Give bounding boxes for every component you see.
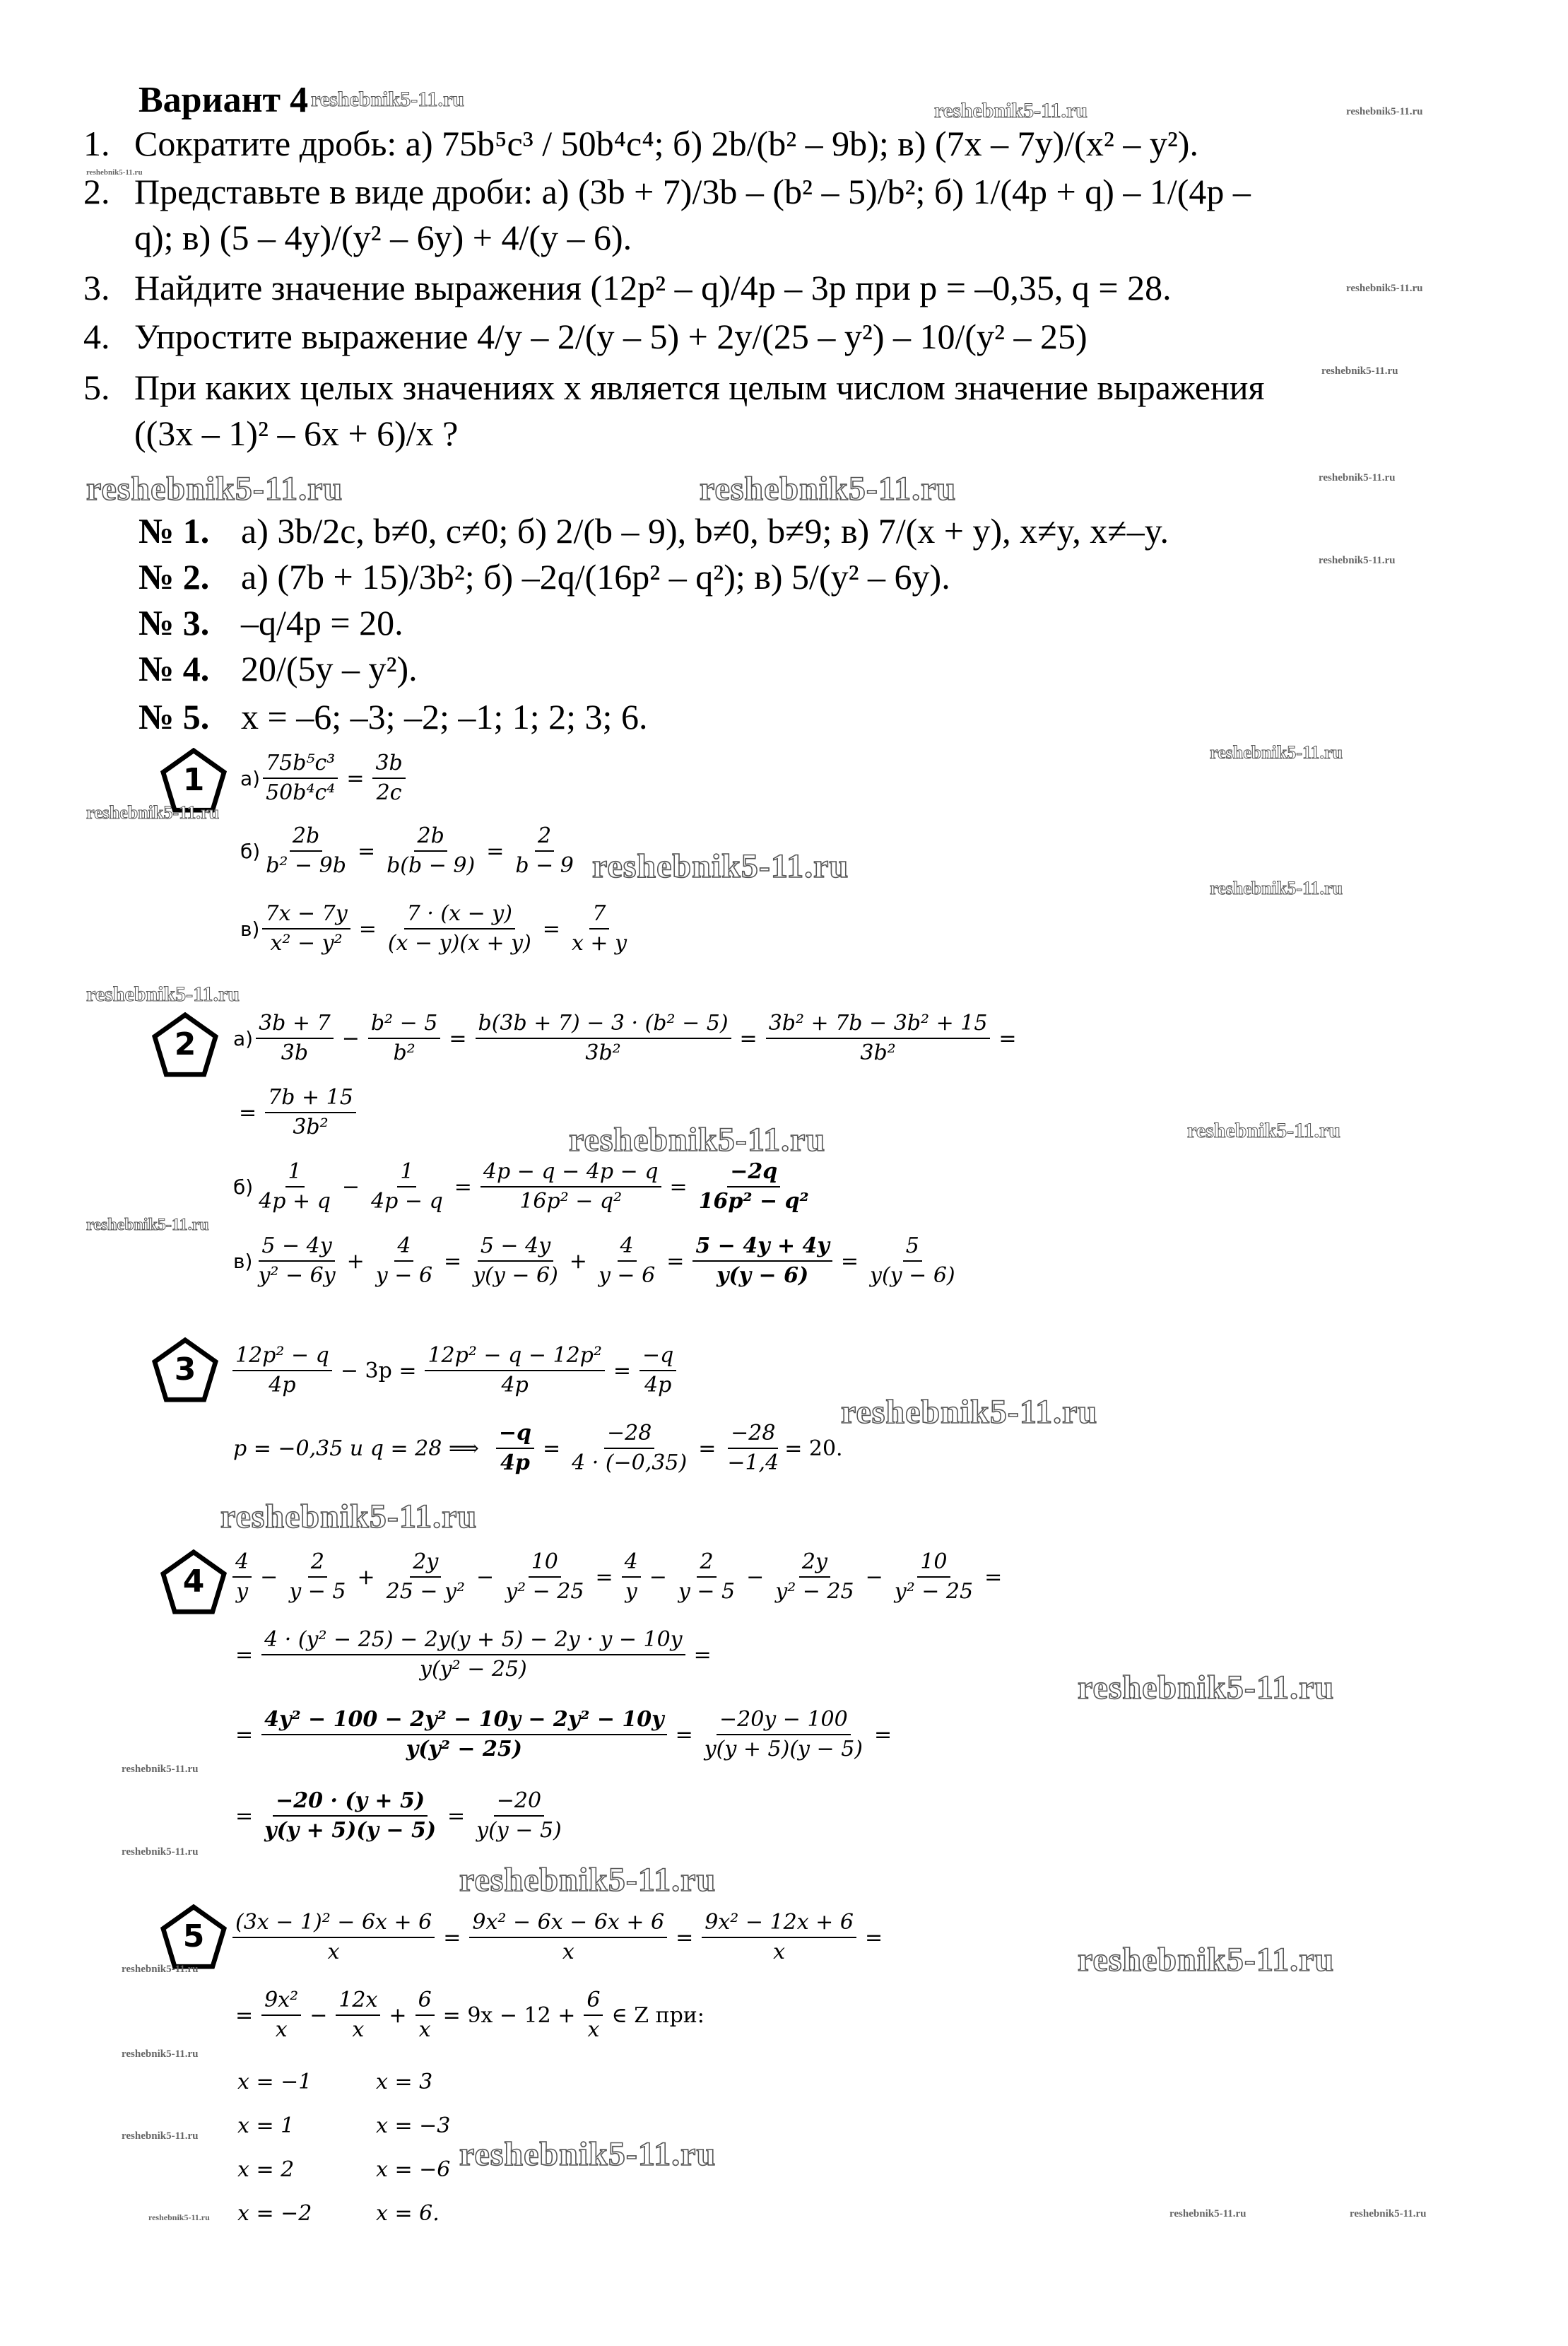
watermark: reshebnik5-11.ru (934, 99, 1087, 122)
fraction (772, 1549, 856, 1605)
watermark: reshebnik5-11.ru (311, 88, 464, 111)
numerator: 4 (622, 1549, 641, 1578)
watermark: reshebnik5-11.ru (459, 2135, 717, 2173)
result: = 20. (784, 1436, 843, 1461)
fraction (261, 1988, 301, 2043)
numerator: 4 · (y² − 25) − 2y(y + 5) − 2y · y − 10y (261, 1627, 685, 1655)
denominator: y − 5 (678, 1579, 736, 1604)
numerator: −20 (494, 1788, 544, 1817)
task-text: Найдите значение выражения (12p² – q)/4p – 3p при p = –0,35, q = 28. (134, 268, 1172, 307)
denominator: y(y² − 25) (406, 1737, 522, 1761)
solution-4-line4: = $\frac{-20 \cdot (y + 5)}{y(y + 5)(y - 5)}$ = $\frac{-20}{y(y - 5)}$ (230, 1788, 567, 1843)
watermark: reshebnik5-11.ru (1210, 742, 1343, 763)
fraction (425, 1343, 604, 1398)
numerator: 6 (415, 1988, 435, 2016)
fraction (261, 1707, 666, 1762)
fraction (512, 823, 577, 879)
solution-2a: а) $\frac{3b + 7}{3b}$ − $\frac{\text{b² − 5}}{\text{b²}}$ = $\frac{\text{b(3b + 7) − 3 · (b² − 5)}}{\text{3b²}}$ = $\frac{\text{3b² + 7b − 3b² + 15}}{\text{3b²}}$ = (233, 1011, 1017, 1065)
watermark: reshebnik5-11.ru (592, 848, 849, 885)
task-5-cont (83, 411, 458, 455)
solution-2b: б) $\frac{1}{4p + q}$ − $\frac{1}{4p - q}$ = $\frac{4p - q - 4p - q}{\text{16p² − q²}}$ = $\frac{-2q}{\text{16p² − q²}}$ (233, 1159, 815, 1214)
denominator: y(y² − 25) (420, 1657, 527, 1682)
denominator: b(b − 9) (387, 853, 476, 878)
answer-label: № 4. (138, 649, 210, 688)
denominator: x + y (571, 931, 627, 956)
fraction (232, 1910, 435, 1965)
denominator: 25 − y² (386, 1579, 465, 1604)
solution-1a (240, 751, 408, 806)
expression-part: − 3p = (340, 1358, 417, 1383)
fraction (385, 901, 534, 956)
watermark: reshebnik5-11.ru (841, 1393, 1098, 1431)
numerator: 9x² − 6x − 6x + 6 (469, 1910, 667, 1938)
numerator: 12x (336, 1988, 380, 2016)
task-text: ((3x – 1)² – 6x + 6)/x ? (134, 414, 459, 453)
numerator: 10 (529, 1549, 561, 1578)
x-value: x = −6 (376, 2157, 451, 2182)
x-value: x = 1 (237, 2113, 295, 2138)
denominator: 16p² − q² (698, 1189, 809, 1214)
numerator: 3b² + 7b − 3b² + 15 (766, 1011, 991, 1039)
denominator: x (418, 2017, 431, 2042)
numerator: −20y − 100 (717, 1707, 851, 1735)
task-2 (83, 170, 1251, 213)
denominator: x (275, 2017, 288, 2042)
task-number: 1. (83, 124, 110, 163)
watermark: reshebnik5-11.ru (122, 1846, 199, 1858)
denominator: 4 · (−0,35) (572, 1450, 688, 1475)
badge-4 (160, 1549, 228, 1614)
fraction (384, 1549, 468, 1605)
condition: p = −0,35 и q = 28 ⟹ (233, 1436, 479, 1461)
task-number: 3. (83, 268, 110, 307)
badge-number: 3 (174, 1351, 196, 1388)
fraction (368, 1011, 441, 1066)
watermark: reshebnik5-11.ru (1169, 2208, 1246, 2219)
x-value: x = −1 (237, 2070, 312, 2094)
badge-number: 1 (182, 762, 205, 798)
answer-3 (138, 602, 403, 643)
task-4 (83, 315, 1087, 358)
fraction (256, 1159, 334, 1214)
denominator: y² − 25 (775, 1579, 854, 1604)
numerator: 7x − 7y (262, 901, 350, 929)
denominator: 4p (644, 1373, 672, 1397)
minus-sign: − (341, 1026, 360, 1051)
watermark: reshebnik5-11.ru (1319, 555, 1396, 566)
numerator: 4p − q − 4p − q (481, 1159, 661, 1187)
fraction (368, 1159, 446, 1214)
solution-3-line2: p = −0,35 и q = 28 ⟹ $\frac{-q}{4p}$ = $\frac{-28}{4 \cdot (-0,35)}$ = $\frac{-28}{-1,4}$ = 20. (233, 1421, 843, 1475)
fraction (469, 1910, 667, 1965)
numerator: b² − 5 (368, 1011, 441, 1039)
numerator: 2y (410, 1549, 441, 1578)
denominator: 3b (281, 1040, 309, 1065)
fraction (470, 1233, 561, 1289)
x-value: x = −3 (376, 2113, 451, 2138)
item-label: б) (240, 839, 261, 863)
numerator: 5 − 4y + 4y (692, 1233, 832, 1262)
answer-text: –q/4p = 20. (241, 603, 403, 643)
task-1 (83, 122, 1198, 165)
watermark: reshebnik5-11.ru (86, 802, 220, 823)
fraction (639, 1343, 676, 1398)
item-label: в) (240, 917, 260, 941)
denominator: y(y + 5)(y − 5) (264, 1818, 437, 1843)
watermark: reshebnik5-11.ru (700, 470, 957, 508)
watermark: reshebnik5-11.ru (122, 2048, 199, 2060)
numerator: 4 (618, 1233, 637, 1262)
denominator: 50b⁴c⁴ (266, 780, 336, 805)
numerator: −q (496, 1421, 534, 1449)
denominator: 2c (376, 780, 402, 805)
numerator: 4y² − 100 − 2y² − 10y − 2y² − 10y (261, 1707, 666, 1735)
fraction (256, 1011, 334, 1066)
numerator: 1 (397, 1159, 416, 1187)
denominator: x (773, 1940, 786, 1964)
answer-4 (138, 648, 418, 689)
solution-3-line1: $\frac{\text{12p² − q}}{4p}$ − 3p = $\frac{\text{12p² − q − 12p²}}{4p}$ = $\frac{-q}{4p}$ (230, 1343, 679, 1398)
numerator: 4 (394, 1233, 413, 1262)
watermark: reshebnik5-11.ru (1321, 365, 1398, 377)
answer-text: 20/(5y – y²). (241, 649, 418, 688)
watermark: reshebnik5-11.ru (1346, 283, 1423, 294)
denominator: y² − 25 (894, 1579, 974, 1604)
task-3 (83, 266, 1172, 310)
numerator: 7 · (x − y) (404, 901, 515, 929)
answer-2 (138, 556, 950, 597)
item-label: а) (240, 766, 261, 790)
denominator: y − 5 (289, 1579, 346, 1604)
denominator: 4p + q (259, 1189, 331, 1214)
watermark: reshebnik5-11.ru (220, 1498, 478, 1535)
denominator: −1,4 (727, 1450, 779, 1475)
fraction (232, 1549, 252, 1605)
numerator: 9x² − 12x + 6 (702, 1910, 856, 1938)
badge-number: 2 (174, 1026, 196, 1062)
fraction (481, 1159, 661, 1214)
denominator: b² − 9b (266, 853, 346, 878)
numerator: 5 (903, 1233, 922, 1262)
numerator: 75b⁵c³ (263, 751, 338, 779)
denominator: x (327, 1940, 340, 1964)
fraction (265, 1085, 356, 1140)
x-value: x = 2 (237, 2157, 295, 2182)
denominator: y² − 6y (258, 1263, 336, 1288)
denominator: y(y − 6) (473, 1263, 558, 1288)
fraction (502, 1549, 586, 1605)
task-5 (83, 365, 1265, 409)
numerator: −20 · (y + 5) (273, 1788, 428, 1817)
item-label: б) (233, 1175, 254, 1199)
watermark: reshebnik5-11.ru (86, 1216, 209, 1234)
denominator: y(y − 5) (476, 1818, 562, 1843)
numerator: 9x² (261, 1988, 301, 2016)
badge-5 (160, 1904, 228, 1969)
denominator: y (625, 1579, 637, 1604)
fraction (263, 751, 338, 806)
task-text: Сократите дробь: а) 75b⁵c³ / 50b⁴c⁴; б) 2b/(b² – 9b); в) (7x – 7y)/(x² – y²). (134, 124, 1198, 163)
expression-part: = 9x − 12 + (442, 2002, 576, 2028)
numerator: 5 − 4y (478, 1233, 553, 1262)
fraction (262, 901, 350, 956)
solution-2c: в) $\frac{5 - 4y}{\text{y² − 6y}}$ + $\frac{4}{y - 6}$ = $\frac{5 - 4y}{y(y - 6)}$ + $\frac{4}{y - 6}$ = $\frac{5 - 4y + 4y}{y(y - 6)}$ = $\frac{5}{y(y - 6)}$ (233, 1233, 961, 1289)
fraction (496, 1421, 534, 1476)
watermark: reshebnik5-11.ru (1350, 2208, 1427, 2219)
fraction (702, 1910, 856, 1965)
numerator: b(3b + 7) − 3 · (b² − 5) (476, 1011, 731, 1039)
fraction (336, 1988, 380, 2043)
denominator: (x − y)(x + y) (387, 931, 531, 956)
watermark: reshebnik5-11.ru (122, 1964, 199, 1975)
numerator: 2b (414, 823, 447, 852)
watermark: reshebnik5-11.ru (122, 2130, 199, 2142)
fraction (724, 1421, 782, 1476)
expression-part: ∈ Z при: (611, 2002, 705, 2028)
fraction (286, 1549, 348, 1605)
watermark: reshebnik5-11.ru (1346, 106, 1423, 117)
task-number: 4. (83, 317, 110, 356)
fraction (696, 1159, 812, 1214)
denominator: 4p − q (371, 1189, 443, 1214)
answer-text: x = –6; –3; –2; –1; 1; 2; 3; 6. (241, 697, 648, 737)
denominator: 3b² (860, 1040, 896, 1065)
fraction (255, 1233, 338, 1289)
badge-2 (151, 1012, 219, 1077)
numerator: 3b (372, 751, 405, 779)
fraction (372, 751, 405, 806)
watermark: reshebnik5-11.ru (86, 470, 343, 508)
numerator: 2y (799, 1549, 830, 1578)
denominator: y(y + 5)(y − 5) (704, 1737, 863, 1761)
fraction (892, 1549, 976, 1605)
task-number: 2. (83, 172, 110, 211)
task-number: 5. (83, 368, 110, 407)
task-text: Упростите выражение 4/y – 2/(y – 5) + 2y/(25 – y²) – 10/(y² – 25) (134, 317, 1087, 356)
denominator: 3b² (585, 1040, 621, 1065)
solution-2a-result: = $\frac{7b + 15}{\text{3b²}}$ (233, 1085, 359, 1140)
equals-sign: = (346, 766, 365, 791)
solution-1c: в) $\frac{7x - 7y}{\text{x² − y²}}$ = $\frac{7 \cdot (x - y)}{(x - y)(x + y)}$ = $\frac{7}{x + y}$ (240, 901, 632, 956)
fraction (596, 1233, 658, 1289)
fraction (415, 1988, 435, 2043)
fraction (473, 1788, 565, 1843)
numerator: −28 (728, 1421, 778, 1449)
watermark: reshebnik5-11.ru (1078, 1669, 1335, 1706)
answer-label: № 1. (138, 511, 210, 551)
task-text: q); в) (5 – 4y)/(y² – 6y) + 4/(y – 6). (134, 218, 632, 257)
numerator: 7b + 15 (265, 1085, 356, 1113)
watermark: reshebnik5-11.ru (1210, 878, 1343, 898)
denominator: y(y − 6) (870, 1263, 955, 1288)
task-text: Представьте в виде дроби: а) (3b + 7)/3b – (b² – 5)/b²; б) 1/(4p + q) – 1/(4p – (134, 172, 1251, 211)
numerator: 5 − 4y (259, 1233, 334, 1262)
denominator: 4p (500, 1450, 530, 1475)
fraction (263, 823, 349, 879)
answer-text: а) 3b/2c, b≠0, c≠0; б) 2/(b – 9), b≠0, b≠9; в) 7/(x + y), x≠y, x≠–y. (241, 511, 1169, 551)
task-2-cont (83, 216, 632, 259)
badge-number: 5 (182, 1918, 205, 1954)
watermark: reshebnik5-11.ru (569, 1121, 826, 1159)
solution-4-line2: = $\frac{\text{4 · (y² − 25) − 2y(y + 5) − 2y · y − 10y}}{\text{y(y² − 25)}}$ = (235, 1627, 712, 1682)
fraction (232, 1343, 332, 1398)
numerator: −2q (727, 1159, 780, 1187)
numerator: −q (639, 1343, 676, 1371)
watermark: reshebnik5-11.ru (1187, 1119, 1340, 1142)
watermark: reshebnik5-11.ru (1078, 1941, 1335, 1978)
denominator: x (587, 2017, 600, 2042)
denominator: 4p (269, 1373, 296, 1397)
fraction (766, 1011, 991, 1066)
fraction (692, 1233, 832, 1289)
solution-5-line2: = $\frac{\text{9x²}}{x}$ − $\frac{12x}{x}$ + $\frac{6}{x}$ = 9x − 12 + $\frac{6}{x}$ ∈ Z при: (235, 1988, 705, 2042)
denominator: 3b² (293, 1115, 329, 1139)
denominator: y − 6 (375, 1263, 433, 1288)
denominator: y (236, 1579, 249, 1604)
answer-label: № 2. (138, 557, 210, 597)
denominator: y − 6 (598, 1263, 656, 1288)
x-value: x = 3 (376, 2070, 433, 2094)
answer-1 (138, 510, 1169, 551)
answer-5 (138, 696, 647, 737)
solution-4-line1: $\frac{4}{y}$ − $\frac{2}{y - 5}$ + $\frac{2y}{\text{25 − y²}}$ − $\frac{10}{\text{y² − 25}}$ = $\frac{4}{y}$ − $\frac{2}{y - 5}$ − $\frac{2y}{\text{y² − 25}}$ − $\frac{10}{\text{y² − 25}}$ = (230, 1549, 1008, 1605)
solution-1b: б) $\frac{2b}{\text{b² − 9b}}$ = $\frac{2b}{b(b - 9)}$ = $\frac{2}{b - 9}$ (240, 823, 579, 879)
item-label: в) (233, 1249, 253, 1273)
denominator: x (562, 1940, 574, 1964)
item-label: а) (233, 1026, 254, 1050)
watermark: reshebnik5-11.ru (1319, 472, 1396, 483)
fraction (476, 1011, 731, 1066)
denominator: x (352, 2017, 365, 2042)
fraction (676, 1549, 738, 1605)
watermark: reshebnik5-11.ru (86, 168, 143, 177)
numerator: 3b + 7 (256, 1011, 334, 1039)
answer-label: № 3. (138, 603, 210, 643)
fraction (702, 1707, 866, 1762)
numerator: 2b (290, 823, 322, 852)
fraction (261, 1788, 439, 1843)
answer-text: а) (7b + 15)/3b²; б) –2q/(16p² – q²); в) 5/(y² – 6y). (241, 557, 950, 597)
denominator: 16p² − q² (519, 1189, 623, 1214)
watermark: reshebnik5-11.ru (459, 1861, 717, 1899)
task-text: При каких целых значениях x является целым числом значение выражения (134, 368, 1265, 407)
denominator: x² − y² (270, 931, 343, 956)
fraction (569, 901, 630, 956)
denominator: b² (393, 1040, 415, 1065)
numerator: 7 (589, 901, 608, 929)
denominator: b − 9 (515, 853, 574, 878)
numerator: 4 (232, 1549, 252, 1578)
denominator: y² − 25 (505, 1579, 584, 1604)
solution-5-line1: $\frac{\text{(3x − 1)² − 6x + 6}}{x}$ = $\frac{\text{9x² − 6x − 6x + 6}}{x}$ = $\frac{\text{9x² − 12x + 6}}{x}$ = (230, 1910, 888, 1965)
x-value: x = 6. (376, 2201, 440, 2226)
x-value: x = −2 (237, 2201, 312, 2226)
fraction (261, 1627, 685, 1682)
badge-number: 4 (182, 1564, 205, 1600)
numerator: 12p² − q − 12p² (425, 1343, 604, 1371)
numerator: 1 (285, 1159, 305, 1187)
numerator: (3x − 1)² − 6x + 6 (232, 1910, 435, 1938)
numerator: 2 (308, 1549, 327, 1578)
watermark: reshebnik5-11.ru (86, 983, 240, 1006)
numerator: 12p² − q (232, 1343, 332, 1371)
numerator: 2 (535, 823, 554, 852)
badge-3 (151, 1337, 219, 1402)
watermark: reshebnik5-11.ru (148, 2212, 210, 2222)
watermark: reshebnik5-11.ru (122, 1764, 199, 1775)
numerator: 6 (584, 1988, 603, 2016)
denominator: y(y − 6) (717, 1263, 809, 1288)
denominator: 4p (501, 1373, 529, 1397)
numerator: −28 (604, 1421, 654, 1449)
answer-label: № 5. (138, 697, 210, 737)
page-title: Вариант 4 (138, 80, 309, 120)
numerator: 2 (697, 1549, 716, 1578)
fraction (373, 1233, 435, 1289)
fraction (569, 1421, 690, 1476)
solution-4-line3: = $\frac{\text{4y² − 100 − 2y² − 10y − 2y² − 10y}}{\text{y(y² − 25)}}$ = $\frac{-20y - 100}{y(y + 5)(y - 5)}$ = (235, 1707, 892, 1761)
fraction (622, 1549, 641, 1605)
fraction (867, 1233, 958, 1289)
fraction (584, 1988, 603, 2043)
numerator: 10 (917, 1549, 950, 1578)
fraction (384, 823, 478, 879)
